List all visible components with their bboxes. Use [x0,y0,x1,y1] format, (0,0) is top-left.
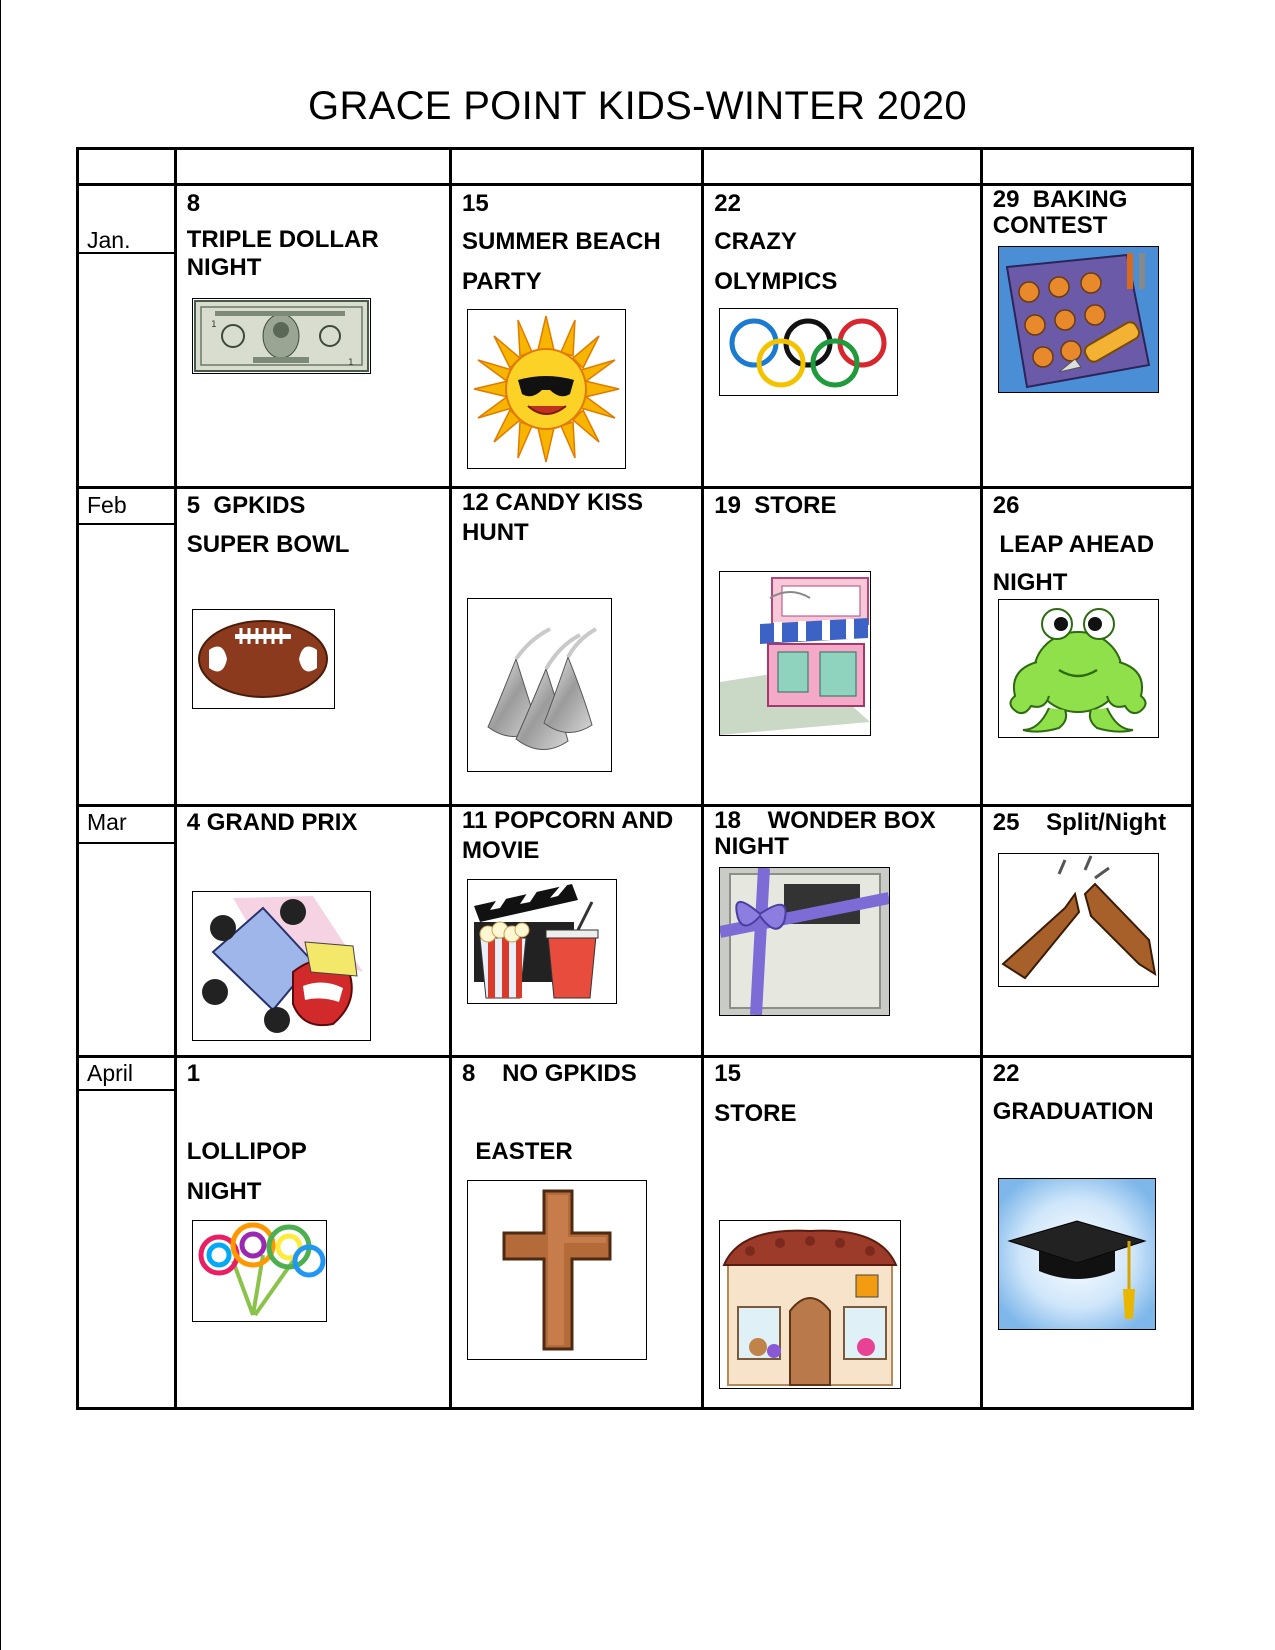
event-line: TRIPLE DOLLAR [186,226,379,254]
month-divider [79,523,174,525]
event-cell [981,805,1192,1056]
event-date: 1 [186,1059,201,1087]
page-title: GRACE POINT KIDS-WINTER 2020 [308,84,967,128]
table-row [78,805,1193,1056]
event-line: NIGHT [714,832,789,860]
event-date: 29 BAKING [992,186,1128,214]
month-cell [78,488,176,805]
event-cell [175,488,450,805]
storefront-icon [719,571,871,736]
event-cell [175,185,450,488]
event-line: PARTY [462,268,542,296]
event-cell [175,805,450,1056]
svg-text:1: 1 [347,358,354,369]
month-cell [78,805,176,1056]
popcorn-movie-icon [467,879,617,1004]
sun-icon [467,309,626,469]
gift-box-icon [719,867,890,1016]
event-date: 15 [714,1059,741,1087]
header-cell [78,149,176,185]
event-date: 15 [462,190,489,218]
football-icon [192,609,335,709]
shop-icon [719,1220,901,1389]
event-date: 22 [714,190,741,218]
event-cell [451,1056,703,1408]
candy-kisses-icon [467,598,612,772]
event-line: EASTER [462,1137,573,1165]
event-date: 19 STORE [714,492,837,520]
broken-stick-icon [998,853,1159,987]
event-line: NIGHT [186,1177,262,1205]
graduation-cap-icon [998,1178,1156,1330]
svg-text:1: 1 [210,320,217,331]
event-line: NIGHT [992,569,1068,597]
month-cell [78,185,176,488]
event-line: SUPER BOWL [186,531,350,559]
month-label: Jan. [87,227,131,254]
header-cell [981,149,1192,185]
event-cell [175,1056,450,1408]
event-date: 25 Split/Night [992,808,1167,836]
table-row [78,1056,1193,1408]
event-cell [451,185,703,488]
event-date: 22 [992,1059,1020,1087]
header-row [78,149,1193,185]
event-line: SUMMER BEACH [462,228,661,256]
header-cell [703,149,981,185]
header-cell [451,149,703,185]
event-line: LEAP AHEAD [992,531,1155,559]
event-line: LOLLIPOP [186,1137,307,1165]
event-cell [451,488,703,805]
lollipops-icon [192,1220,327,1322]
event-date: 12 CANDY KISS [462,489,643,517]
cross-icon [467,1180,647,1360]
event-cell [703,805,981,1056]
event-date: 5 GPKIDS [186,492,306,520]
event-date: 26 [992,492,1020,520]
event-cell [451,805,703,1056]
event-cell [703,1056,981,1408]
event-cell [981,488,1192,805]
baking-icon [998,246,1159,393]
event-line: OLYMPICS [714,268,838,296]
table-row [78,185,1193,488]
month-label: April [87,1059,134,1086]
event-line: HUNT [462,519,529,547]
month-label: Mar [87,808,127,835]
event-line: MOVIE [462,836,540,864]
event-line: STORE [714,1099,797,1127]
event-cell [703,185,981,488]
frog-icon [998,599,1159,738]
calendar-table [76,147,1194,1410]
month-divider [79,252,174,254]
table-row [78,488,1193,805]
page-edge-line [0,0,1,1650]
event-date: 18 WONDER BOX [714,806,936,834]
month-divider [79,842,174,844]
event-line: NIGHT [186,254,262,282]
month-cell [78,1056,176,1408]
month-label: Feb [87,492,127,519]
event-line: GRADUATION [992,1097,1154,1125]
race-car-icon [192,891,371,1041]
dollar-bill-icon [192,298,371,374]
event-date: 8 [186,190,201,218]
event-date: 8 NO GPKIDS [462,1059,637,1087]
event-cell [703,488,981,805]
event-date: 11 POPCORN AND [462,806,674,834]
event-line: CRAZY [714,228,797,256]
event-line: CONTEST [992,212,1108,240]
event-cell [981,1056,1192,1408]
month-divider [79,1089,174,1091]
event-date: 4 GRAND PRIX [186,808,358,836]
event-cell [981,185,1192,488]
olympic-rings-icon [719,308,898,396]
header-cell [175,149,450,185]
